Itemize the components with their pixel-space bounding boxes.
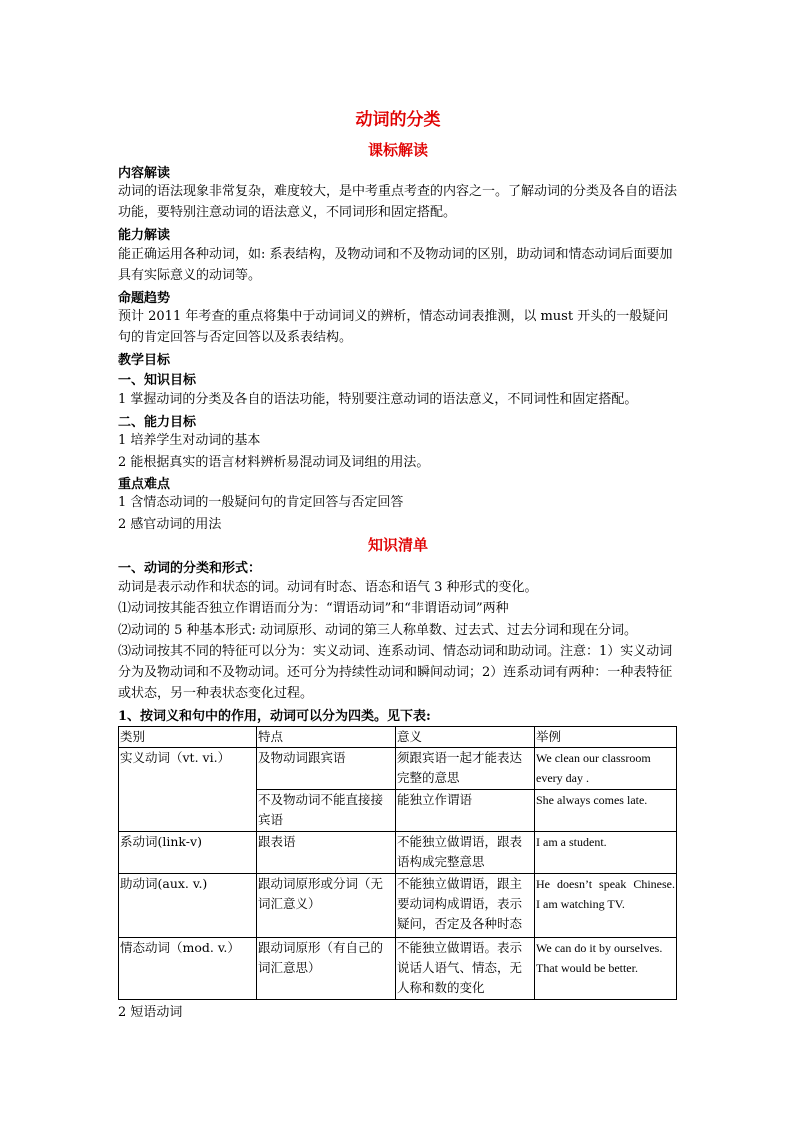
document-title: 动词的分类 xyxy=(355,110,441,130)
example-line: We can do it by ourselves. xyxy=(536,941,663,955)
heading-ability-goal: 二、能力目标 xyxy=(118,415,197,430)
table-row xyxy=(119,938,677,1000)
table-cell-meaning: 不能独立做谓语，跟主要动词构成谓语，表示疑问，否定及各种时态 xyxy=(396,874,535,938)
paragraph-knowledge-goal: 1 掌握动词的分类及各自的语法功能，特别要注意动词的语法意义，不同词性和固定搭配。 xyxy=(118,392,638,407)
example-line: I am watching TV. xyxy=(536,897,625,911)
heading-content: 内容解读 xyxy=(118,166,171,181)
heading-teaching-goals: 教学目标 xyxy=(118,353,171,368)
table-cell-feature: 不及物动词不能直接接宾语 xyxy=(257,790,396,832)
table-cell-feature: 跟表语 xyxy=(257,832,396,874)
table-header-row xyxy=(119,727,677,748)
heading-verb-classification: 一、动词的分类和形式： xyxy=(118,561,262,576)
table-row xyxy=(119,832,677,874)
paragraph-ability-goal-1: 1 培养学生对动词的基本 xyxy=(118,433,261,448)
table-cell-meaning: 须跟宾语一起才能表达完整的意思 xyxy=(396,748,535,790)
table-cell-example xyxy=(535,874,677,938)
heading-verb-table: 1、按词义和句中的作用，动词可以分为四类。见下表: xyxy=(118,709,431,724)
table-cell-category: 系动词(link-v) xyxy=(119,832,257,874)
table-cell-example: I am a student. xyxy=(535,832,677,874)
table-header-cell: 举例 xyxy=(535,727,677,748)
table-cell-category: 实义动词（vt. vi.） xyxy=(119,748,257,832)
paragraph-ability: 能正确运用各种动词，如: 系表结构，及物动词和不及物动词的区别，助动词和情态动词后面要加具有实际意义的动词等。 xyxy=(118,247,673,283)
heading-key-points: 重点难点 xyxy=(118,477,171,492)
paragraph-verb-type-3: ⑶动词按其不同的特征可以分为：实义动词、连系动词、情态动词和助动词。注意：1）实义动词分为及物动词和不及物动词。还可分为持续性动词和瞬间动词；2）连系动词有两种：一种表特征或状态，另一种表状态变化过程。 xyxy=(118,644,673,701)
table-cell-feature: 跟动词原形或分词（无词汇意义） xyxy=(257,874,396,938)
section-heading-standards: 课标解读 xyxy=(367,141,428,159)
paragraph-trend: 预计 2011 年考查的重点将集中于动词词义的辨析，情态动词表推测，以 must 开头的一般疑问句的肯定回答与否定回答以及系表结构。 xyxy=(118,309,669,345)
paragraph-key-point-2: 2 感官动词的用法 xyxy=(118,517,222,532)
heading-knowledge-goal: 一、知识目标 xyxy=(118,373,197,388)
table-cell-example xyxy=(535,938,677,1000)
table-header-cell: 类别 xyxy=(119,727,257,748)
table-cell-category: 情态动词（mod. v.） xyxy=(119,938,257,1000)
example-line: He doesn’t speak Chinese. xyxy=(536,877,675,891)
table-row xyxy=(119,748,677,790)
paragraph-verb-type-1: ⑴动词按其能否独立作谓语而分为：“谓语动词”和“非谓语动词”两种 xyxy=(118,601,509,616)
section-heading-knowledge-list: 知识清单 xyxy=(367,536,428,554)
table-cell-meaning: 不能独立做谓语，跟表语构成完整意思 xyxy=(396,832,535,874)
paragraph-ability-goal-2: 2 能根据真实的语言材料辨析易混动词及词组的用法。 xyxy=(118,455,430,470)
table-cell-example: She always comes late. xyxy=(535,790,677,832)
paragraph-phrasal-verbs: 2 短语动词 xyxy=(118,1005,183,1020)
table-cell-example: We clean our classroom every day . xyxy=(535,748,677,790)
table-cell-meaning: 能独立作谓语 xyxy=(396,790,535,832)
table-cell-meaning: 不能独立做谓语。表示说话人语气、情态，无人称和数的变化 xyxy=(396,938,535,1000)
paragraph-verb-type-2: ⑵动词的 5 种基本形式: 动词原形、动词的第三人称单数、过去式、过去分词和现在分词。 xyxy=(118,623,638,638)
heading-trend: 命题趋势 xyxy=(118,291,171,306)
table-header-cell: 特点 xyxy=(257,727,396,748)
table-cell-category: 助动词(aux. v.) xyxy=(119,874,257,938)
table-cell-feature: 跟动词原形（有自己的词汇意思） xyxy=(257,938,396,1000)
table-header-cell: 意义 xyxy=(396,727,535,748)
heading-ability: 能力解读 xyxy=(118,228,171,243)
table-row xyxy=(119,874,677,938)
paragraph-key-point-1: 1 含情态动词的一般疑问句的肯定回答与否定回答 xyxy=(118,495,404,510)
example-line: That would be better. xyxy=(536,961,638,975)
verb-classification-table xyxy=(118,726,677,1000)
table-cell-feature: 及物动词跟宾语 xyxy=(257,748,396,790)
paragraph-content: 动词的语法现象非常复杂，难度较大，是中考重点考查的内容之一。了解动词的分类及各自的语法功能，要特别注意动词的语法意义，不同词形和固定搭配。 xyxy=(118,184,678,220)
paragraph-verb-intro: 动词是表示动作和状态的词。动词有时态、语态和语气 3 种形式的变化。 xyxy=(118,580,538,595)
